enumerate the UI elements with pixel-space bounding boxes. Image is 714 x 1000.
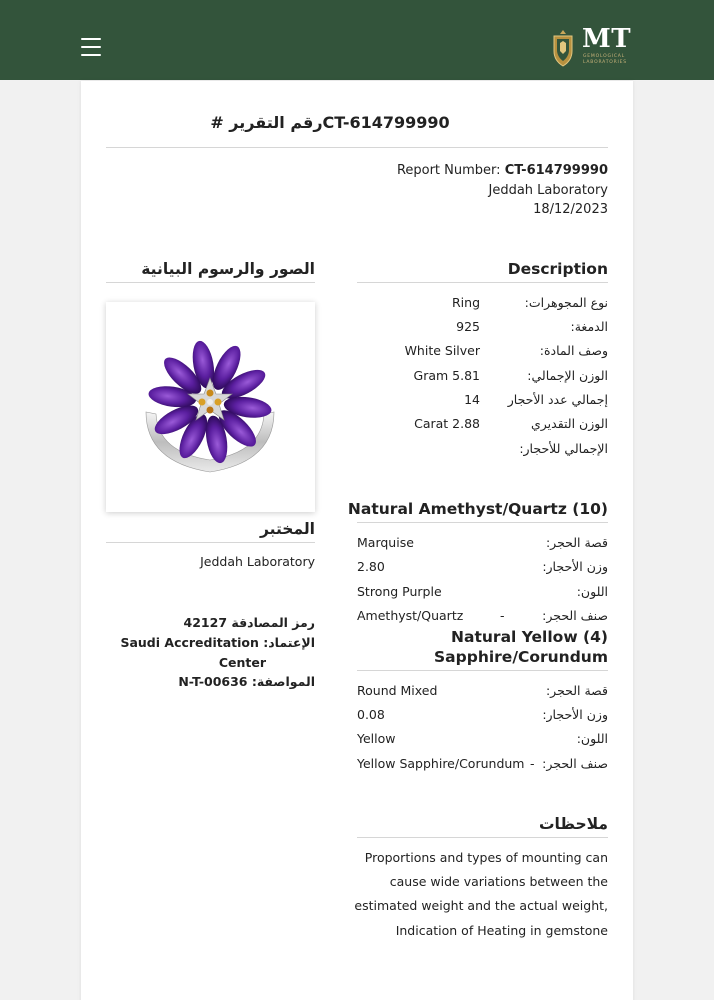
stone-title: Sapphire/Corundum [434, 648, 608, 666]
stone-value: Strong Purple [357, 584, 442, 599]
stone-dash: - [500, 608, 505, 623]
desc-value: Gram 5.81 [413, 368, 480, 383]
report-date: 18/12/2023 [533, 202, 608, 217]
divider [106, 147, 608, 148]
notes-line: cause wide variations between the [389, 874, 608, 889]
desc-label: إجمالي عدد الأحجار [507, 392, 608, 407]
desc-value: Ring [451, 295, 480, 310]
logo[interactable] [551, 26, 641, 70]
menu-icon[interactable] [81, 38, 101, 56]
divider [106, 542, 315, 543]
desc-label: الدمغة: [570, 319, 608, 334]
report-title-number: CT-614799990 [322, 113, 450, 132]
notes-line: estimated weight and the actual weight, [354, 898, 608, 913]
stone-value: Yellow Sapphire/Corundum [357, 756, 525, 771]
stone-value: 0.08 [357, 707, 385, 722]
logo-text: MT [582, 24, 632, 54]
stone-dash: - [530, 756, 535, 771]
crest-icon [551, 29, 575, 67]
desc-value: 14 [464, 392, 480, 407]
divider [357, 522, 608, 523]
divider [106, 282, 315, 283]
accreditation: الإعتماد: Saudi Accreditation [120, 635, 315, 650]
notes-title: ملاحظات [538, 815, 608, 833]
lab-section-title: المختبر [260, 520, 315, 538]
desc-label: الإجمالي للأحجار: [519, 441, 608, 456]
logo-subtitle: GEMOLOGICAL LABORATORIES [583, 54, 627, 65]
desc-value: Carat 2.88 [414, 416, 480, 431]
report-title [130, 113, 530, 132]
stone-label: اللون: [576, 731, 608, 746]
lab-name: Jeddah Laboratory [200, 554, 315, 569]
stone-label: قصة الحجر: [545, 535, 608, 550]
stone-title: Natural Amethyst/Quartz (10) [347, 500, 608, 518]
report-number-label: Report Number: [396, 163, 501, 178]
report-number-value: CT-614799990 [504, 163, 608, 178]
desc-label: الوزن الإجمالي: [527, 368, 608, 383]
stone-value: Amethyst/Quartz [357, 608, 464, 623]
stone-value: Marquise [357, 535, 414, 550]
notes-line: Indication of Heating in gemstone [395, 923, 608, 938]
desc-value: White Silver [404, 343, 480, 358]
ring-photo [106, 302, 315, 512]
report-title-prefix: رقم التقرير # [210, 113, 323, 132]
stone-label: اللون: [576, 584, 608, 599]
stone-label: وزن الأحجار: [542, 707, 608, 722]
top-bar [0, 0, 714, 80]
ring-image[interactable] [106, 302, 315, 512]
auth-code: رمز المصادقة 42127 [183, 615, 315, 630]
notes-line: Proportions and types of mounting can [364, 850, 608, 865]
stone-label: صنف الحجر: [542, 756, 608, 771]
desc-label: نوع المجوهرات: [524, 295, 608, 310]
desc-value: 925 [456, 319, 480, 334]
stone-value: Yellow [357, 731, 396, 746]
stone-label: قصة الحجر: [545, 683, 608, 698]
desc-label: وصف المادة: [539, 343, 608, 358]
stone-value: Round Mixed [357, 683, 438, 698]
stone-value: 2.80 [357, 559, 385, 574]
desc-label: الوزن التقديري [530, 416, 608, 431]
report-number [397, 163, 608, 178]
stone-title: Natural Yellow (4) [451, 628, 608, 646]
divider [357, 670, 608, 671]
description-title: Description [507, 260, 608, 278]
stone-label: وزن الأحجار: [542, 559, 608, 574]
divider [357, 837, 608, 838]
accreditation-cont: Center [218, 655, 266, 670]
report-lab: Jeddah Laboratory [488, 183, 608, 198]
stone-label: صنف الحجر: [542, 608, 608, 623]
images-section-title: الصور والرسوم البيانية [141, 260, 315, 278]
spec: المواصفة: N-T-00636 [178, 674, 315, 689]
divider [357, 282, 608, 283]
